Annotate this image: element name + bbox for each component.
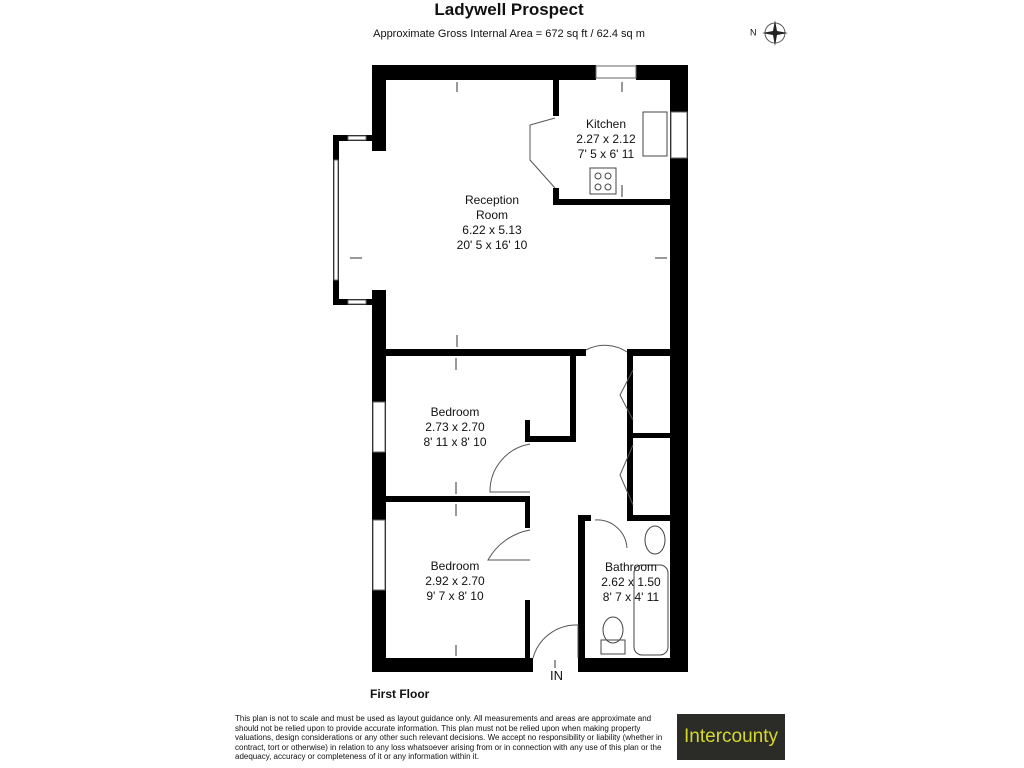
- disclaimer-text: This plan is not to scale and must be used as layout guidance only. All measurements and areas are approximate and should not be relied upon to provide accurate information. This plan must not be relied upon when making property valuations, design considerations or any other such relevant decisions. We accept no responsibility or liability (whether in contract, tort or otherwise) in relation to any loss whatsoever arising from or in connection with any use of this plan or the adequacy, accuracy or completeness of it or any information within it.: [235, 714, 663, 761]
- room-imperial: 20' 5 x 16' 10: [456, 238, 528, 252]
- room-bathroom: [585, 560, 677, 605]
- room-reception: [430, 193, 554, 253]
- room-metric: 2.62 x 1.50: [601, 575, 661, 589]
- entrance-label: IN: [550, 668, 563, 683]
- floor-label: First Floor: [370, 687, 430, 701]
- room-imperial: 7' 5 x 6' 11: [577, 147, 635, 161]
- room-kitchen: [560, 117, 652, 162]
- hob-icon: [590, 168, 616, 194]
- room-metric: 2.27 x 2.12: [576, 132, 636, 146]
- room-metric: 6.22 x 5.13: [462, 223, 522, 237]
- basin-icon: [645, 526, 665, 554]
- room-bedroom-1: [405, 405, 505, 450]
- room-name: Bedroom: [430, 559, 480, 573]
- intercounty-logo: Intercounty: [677, 714, 785, 760]
- north-label: N: [750, 27, 757, 38]
- area-subtitle: Approximate Gross Internal Area = 672 sq ft / 62.4 sq m: [373, 28, 645, 40]
- room-imperial: 8' 7 x 4' 11: [602, 590, 660, 604]
- room-bedroom-2: [405, 559, 505, 604]
- toilet-icon: [603, 617, 623, 643]
- room-name: Bedroom: [430, 405, 480, 419]
- room-name: Kitchen: [585, 117, 627, 131]
- room-name-line2: Room: [475, 208, 508, 222]
- room-metric: 2.73 x 2.70: [425, 420, 485, 434]
- room-name: Reception: [464, 193, 520, 207]
- room-imperial: 8' 11 x 8' 10: [423, 435, 487, 449]
- plan-title: Ladywell Prospect: [434, 0, 584, 19]
- room-metric: 2.92 x 2.70: [425, 574, 485, 588]
- room-name: Bathroom: [604, 560, 658, 574]
- room-imperial: 9' 7 x 8' 10: [426, 589, 484, 603]
